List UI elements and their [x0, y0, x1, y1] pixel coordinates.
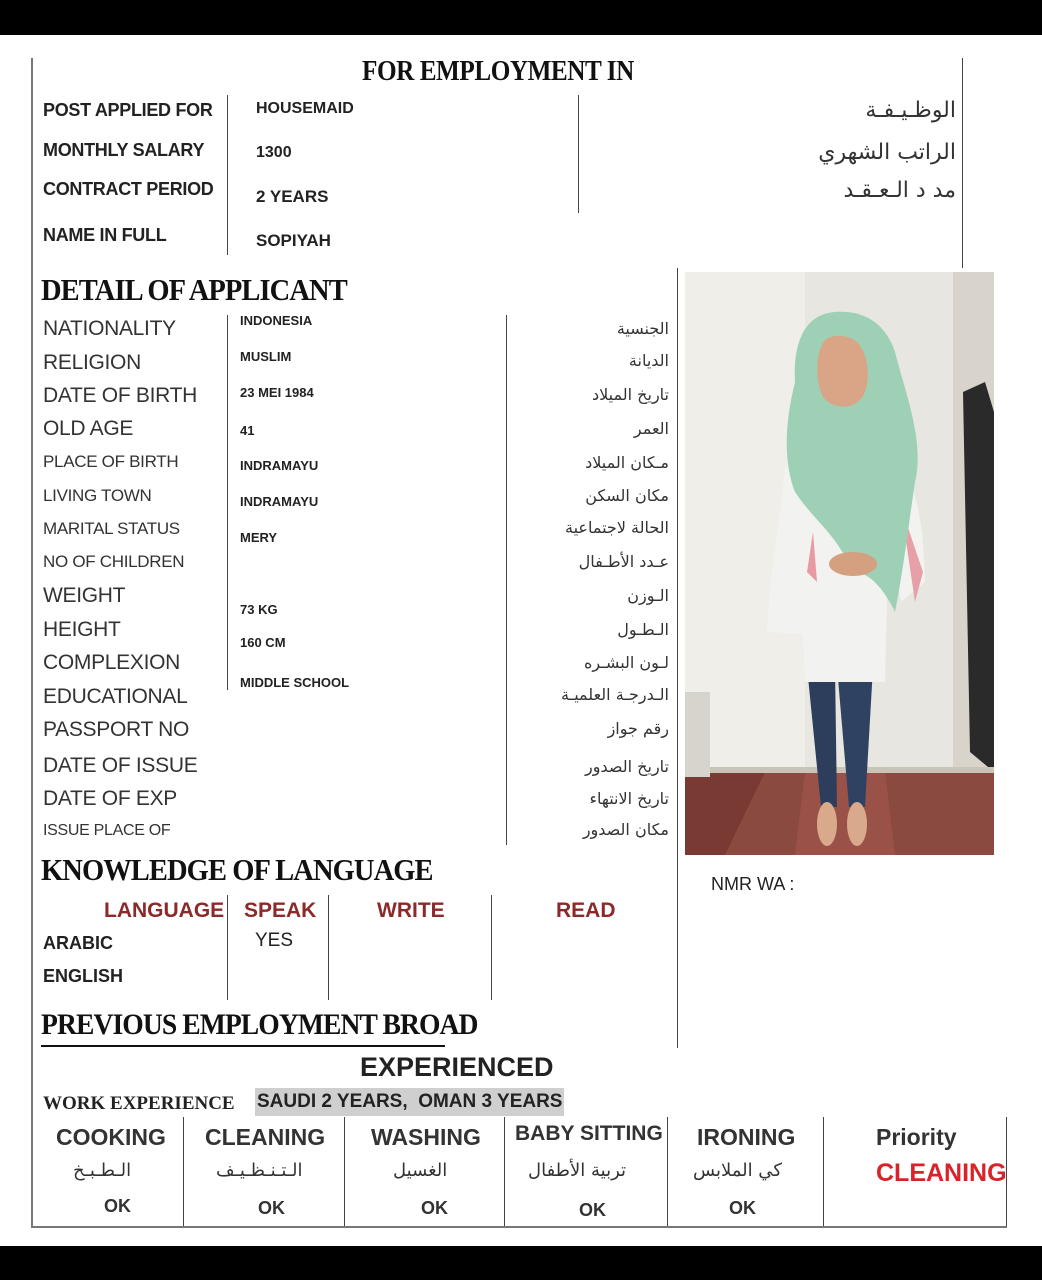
- skill-cooking-arabic: الـطـبـخ: [73, 1160, 132, 1181]
- divider: [962, 58, 963, 268]
- marital-label: MARITAL STATUS: [43, 519, 180, 538]
- weight-value: 73 KG: [240, 602, 278, 617]
- post-applied-arabic: الوظـيـفـة: [865, 98, 956, 123]
- issue-place-label: ISSUE PLACE OF: [43, 822, 171, 839]
- divider: [227, 315, 228, 690]
- age-value: 41: [240, 423, 255, 438]
- skill-cleaning-level: OK: [258, 1198, 285, 1218]
- divider: [504, 1117, 505, 1227]
- divider: [491, 895, 492, 1000]
- nationality-label: NATIONALITY: [43, 317, 176, 340]
- post-applied-value: HOUSEMAID: [256, 100, 354, 117]
- nationality-value: INDONESIA: [240, 313, 313, 328]
- weight-label: WEIGHT: [43, 584, 126, 607]
- issue-place-arabic: مكان الصدور: [582, 820, 669, 839]
- education-value: MIDDLE SCHOOL: [240, 675, 350, 690]
- divider: [677, 268, 678, 1048]
- passport-arabic: رقم جواز: [607, 719, 669, 738]
- previous-employment-heading: PREVIOUS EMPLOYMENT BROAD: [41, 1008, 478, 1041]
- salary-label: MONTHLY SALARY: [43, 140, 205, 160]
- religion-arabic: الديانة: [628, 351, 669, 370]
- divider: [328, 895, 329, 1000]
- skill-cleaning-arabic: الـتـنـظـيـف: [216, 1160, 303, 1181]
- weight-arabic: الـوزن: [627, 586, 669, 605]
- skill-washing: WASHING: [371, 1124, 481, 1150]
- priority-value: CLEANING: [876, 1159, 1007, 1187]
- detail-heading: DETAIL OF APPLICANT: [41, 272, 347, 307]
- name-label: NAME IN FULL: [43, 225, 167, 245]
- dob-label: DATE OF BIRTH: [43, 384, 198, 407]
- height-value: 160 CM: [240, 635, 286, 650]
- language-row-arabic: ARABIC: [43, 933, 113, 953]
- page-title: FOR EMPLOYMENT IN: [362, 56, 634, 87]
- skill-washing-arabic: الغسيل: [393, 1160, 448, 1181]
- height-label: HEIGHT: [43, 618, 121, 641]
- skill-ironing-level: OK: [729, 1198, 756, 1218]
- whatsapp-number-label: NMR WA :: [711, 874, 795, 894]
- divider: [578, 95, 579, 213]
- arabic-speak-value: YES: [255, 930, 294, 951]
- work-experience-label: WORK EXPERIENCE: [43, 1093, 235, 1114]
- skill-ironing: IRONING: [697, 1124, 796, 1150]
- exp-date-label: DATE OF EXP: [43, 787, 177, 810]
- pob-label: PLACE OF BIRTH: [43, 452, 179, 471]
- skill-baby-sitting-arabic: تربية الأطفال: [528, 1160, 627, 1181]
- issue-date-label: DATE OF ISSUE: [43, 754, 198, 777]
- skill-cooking-level: OK: [104, 1196, 131, 1216]
- table-bottom-border: [31, 1226, 1007, 1228]
- applicant-photo: [685, 272, 994, 855]
- exp-date-arabic: تاريخ الانتهاء: [589, 789, 669, 808]
- salary-arabic: الراتب الشهري: [818, 140, 956, 165]
- divider: [823, 1117, 824, 1227]
- divider: [183, 1117, 184, 1227]
- height-arabic: الـطـول: [617, 620, 669, 639]
- divider: [227, 95, 228, 255]
- age-label: OLD AGE: [43, 417, 134, 440]
- skill-washing-level: OK: [421, 1198, 448, 1218]
- heading-underline: [41, 1045, 445, 1047]
- age-arabic: العمر: [633, 419, 669, 438]
- language-heading: KNOWLEDGE OF LANGUAGE: [41, 852, 433, 887]
- nationality-arabic: الجنسية: [616, 319, 669, 338]
- post-applied-label: POST APPLIED FOR: [43, 100, 213, 120]
- priority-label: Priority: [876, 1124, 957, 1150]
- complexion-label: COMPLEXION: [43, 651, 181, 674]
- religion-value: MUSLIM: [240, 349, 292, 364]
- contract-value: 2 YEARS: [256, 187, 329, 206]
- speak-col-header: SPEAK: [244, 899, 317, 922]
- marital-value: MERY: [240, 530, 278, 545]
- skill-ironing-arabic: كي الملابس: [693, 1160, 782, 1181]
- passport-label: PASSPORT NO: [43, 718, 190, 741]
- write-col-header: WRITE: [377, 899, 445, 922]
- living-town-value: INDRAMAYU: [240, 494, 319, 509]
- skill-baby-sitting-level: OK: [579, 1200, 606, 1220]
- living-town-label: LIVING TOWN: [43, 486, 152, 505]
- marital-arabic: الحالة لاجتماعية: [565, 518, 669, 537]
- living-town-arabic: مكان السكن: [585, 486, 669, 505]
- issue-date-arabic: تاريخ الصدور: [585, 757, 669, 776]
- read-col-header: READ: [556, 899, 616, 922]
- skill-cleaning: CLEANING: [205, 1124, 326, 1150]
- dob-arabic: تاريخ الميلاد: [592, 385, 669, 404]
- salary-value: 1300: [256, 144, 292, 161]
- skill-cooking: COOKING: [56, 1124, 166, 1150]
- children-arabic: عـدد الأطـفال: [578, 552, 669, 571]
- education-label: EDUCATIONAL: [43, 685, 188, 708]
- complexion-arabic: لـون البشـره: [584, 653, 669, 672]
- children-label: NO OF CHILDREN: [43, 552, 185, 571]
- education-arabic: الـدرجـة العلميـة: [560, 685, 669, 704]
- religion-label: RELIGION: [43, 351, 141, 374]
- divider: [227, 895, 228, 1000]
- work-experience-value: SAUDI 2 YEARS, OMAN 3 YEARS: [255, 1088, 564, 1116]
- divider: [344, 1117, 345, 1227]
- contract-arabic: مد د الـعـقـد: [843, 178, 956, 203]
- dob-value: 23 MEI 1984: [240, 385, 314, 400]
- pob-value: INDRAMAYU: [240, 458, 319, 473]
- language-row-english: ENGLISH: [43, 966, 124, 986]
- experience-status: EXPERIENCED: [360, 1052, 554, 1082]
- divider: [667, 1117, 668, 1227]
- name-value: SOPIYAH: [256, 231, 331, 250]
- language-col-header: LANGUAGE: [104, 899, 225, 922]
- skill-baby-sitting: BABY SITTING: [515, 1122, 663, 1145]
- pob-arabic: مـكان الميلاد: [585, 453, 669, 472]
- divider: [506, 315, 507, 845]
- contract-label: CONTRACT PERIOD: [43, 179, 214, 199]
